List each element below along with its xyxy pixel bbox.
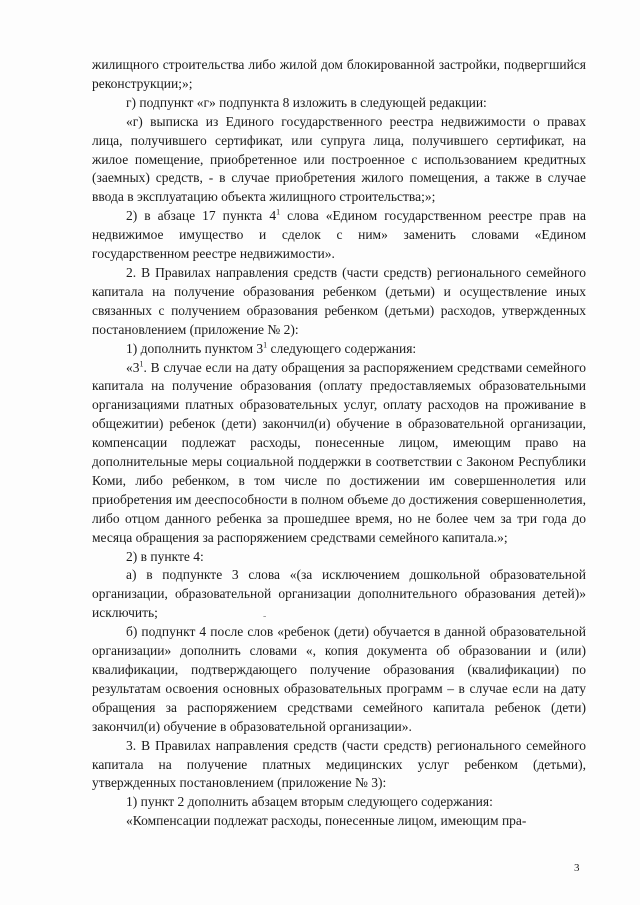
text-fragment: 1) дополнить пунктом 3 [126, 340, 264, 356]
paragraph [92, 340, 586, 359]
paragraph: жилищного строительства либо жилой дом блокированной застройки, подвергшийся реконструкции;»; [92, 57, 586, 91]
superscript: 1 [263, 340, 268, 350]
text-fragment: 2) в абзаце 17 пункта 4 [126, 208, 277, 224]
paragraph: «Компенсации подлежат расходы, понесенные лицом, имеющим пра- [126, 813, 527, 829]
page-number: 3 [574, 862, 580, 874]
paragraph: 2) в пункте 4: [126, 548, 204, 564]
paragraph: а) в подпункте 3 слова «(за исключением дошкольной образовательной организации, образовательной организации дополнительного образования детей)» исключить; [92, 567, 586, 621]
superscript: 1 [139, 359, 144, 368]
paragraph [92, 359, 586, 548]
paragraph: 2. В Правилах направления средств (части средств) регионального семейного капитала на получение образования ребенком (детьми) и осуществление иных связанных с получением образования ребенком (детьми) расходов, утвержденных постановлением (приложение № 2): [92, 264, 586, 337]
paragraph [92, 207, 586, 264]
superscript: 1 [276, 207, 281, 217]
text-fragment: «3 [126, 359, 140, 375]
paragraph: «г) выписка из Единого государственного реестра недвижимости о правах лица, получившего сертификат, или супруга лица, получившего сертификат, на жилое помещение, приобретенное или построенное с использованием кредитных (заемных) средств, - в случае приобретения жилого помещения, а также в случае ввода в эксплуатацию объекта жилищного строительства;»; [92, 113, 586, 205]
text-fragment: следующего содержания: [267, 340, 417, 356]
paragraph: г) подпункт «г» подпункта 8 изложить в следующей редакции: [126, 94, 487, 110]
text-fragment: . В случае если на дату обращения за распоряжением средствами семейного капитала на получение образования (оплату предоставляемых образовательными организациями платных образовательных услуг, оплату расходов на проживание в общежитии) ребенок (дети) закончил(и) обучение в образовательной организации, компенсации подлежат расходы, понесенные лицом, имеющим право на дополнительные меры социальной поддержки в соответствии с Законом Республики Коми, либо ребенком, в том числе по достижении им совершеннолетия или приобретения им дееспособности в полном объеме до достижения совершеннолетия, либо отцом данного ребенка за прошедшее время, но не более чем за три года до месяца обращения за распоряжением средствами семейного капитала.»; [92, 359, 586, 545]
paragraph: б) подпункт 4 после слов «ребенок (дети) обучается в данной образовательной организации» дополнить словами «, копия документа об образовании и (или) квалификации, подтверждающего получение образования (квалификации) по результатам освоения основных образовательных программ – в случае если на дату обращения за распоряжением средствами семейного капитала ребенок (дети) закончил(и) обучение в образовательной организации». [92, 624, 586, 734]
text-fragment: слова «Едином государственном реестре прав на недвижимое имущество и сделок с ним» заменить словами «Едином государственном реестре недвижимости». [92, 208, 586, 262]
document-body [92, 56, 586, 831]
paragraph: 3. В Правилах направления средств (части средств) регионального семейного капитала на получение платных медицинских услуг ребенком (детьми), утвержденных постановлением (приложение № 3): [92, 737, 586, 791]
paragraph: 1) пункт 2 дополнить абзацем вторым следующего содержания: [126, 794, 493, 810]
stray-mark: - [263, 611, 267, 622]
